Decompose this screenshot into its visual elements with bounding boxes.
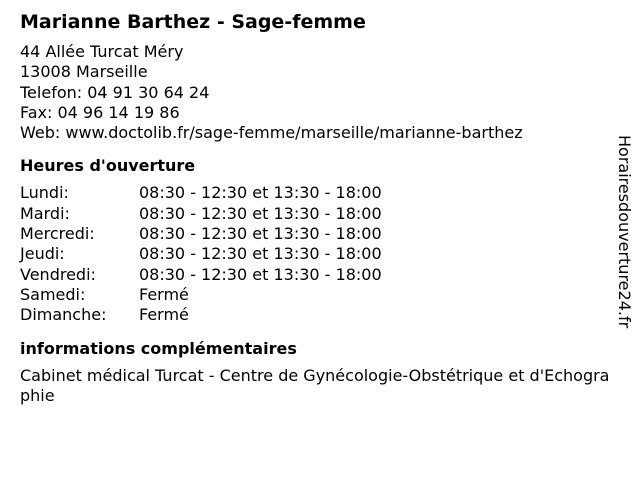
- hours-time: 08:30 - 12:30 et 13:30 - 18:00: [139, 183, 382, 203]
- hours-time: Fermé: [139, 305, 189, 325]
- hours-row-wednesday: [20, 224, 610, 244]
- hours-day: Mardi:: [20, 203, 70, 223]
- fax-number: Fax: 04 96 14 19 86: [20, 102, 180, 122]
- hours-day: Dimanche:: [20, 305, 107, 325]
- website-line: Web: www.doctolib.fr/sage-femme/marseille/marianne-barthez: [20, 123, 523, 143]
- address-street: 44 Allée Turcat Méry: [20, 42, 184, 61]
- hours-day: Jeudi:: [20, 244, 65, 264]
- hours-row-monday: [20, 183, 610, 203]
- additional-info-heading: informations complémentaires: [20, 338, 297, 358]
- page-title: Marianne Barthez - Sage-femme: [20, 11, 366, 33]
- hours-time: 08:30 - 12:30 et 13:30 - 18:00: [139, 224, 382, 244]
- site-watermark: Horairesdouverture24.fr: [615, 135, 634, 329]
- phone-number: Telefon: 04 91 30 64 24: [20, 82, 210, 102]
- hours-day: Vendredi:: [20, 264, 96, 284]
- hours-time: 08:30 - 12:30 et 13:30 - 18:00: [139, 264, 382, 284]
- opening-hours-heading: Heures d'ouverture: [20, 156, 196, 176]
- hours-row-friday: [20, 265, 610, 285]
- contact-block: [20, 42, 610, 143]
- hours-time: 08:30 - 12:30 et 13:30 - 18:00: [139, 203, 382, 223]
- hours-day: Mercredi:: [20, 224, 95, 244]
- address-city: 13008 Marseille: [20, 62, 148, 82]
- additional-info-text: Cabinet médical Turcat - Centre de Gynécologie-Obstétrique et d'Echographie: [20, 365, 610, 405]
- hours-day: Samedi:: [20, 284, 86, 304]
- hours-time: 08:30 - 12:30 et 13:30 - 18:00: [139, 244, 382, 264]
- opening-hours-list: [20, 183, 610, 325]
- hours-row-saturday: [20, 285, 610, 305]
- business-card: [20, 9, 610, 406]
- hours-row-thursday: [20, 244, 610, 264]
- hours-day: Lundi:: [20, 183, 69, 203]
- hours-row-tuesday: [20, 204, 610, 224]
- hours-row-sunday: [20, 305, 610, 325]
- hours-time: Fermé: [139, 284, 189, 304]
